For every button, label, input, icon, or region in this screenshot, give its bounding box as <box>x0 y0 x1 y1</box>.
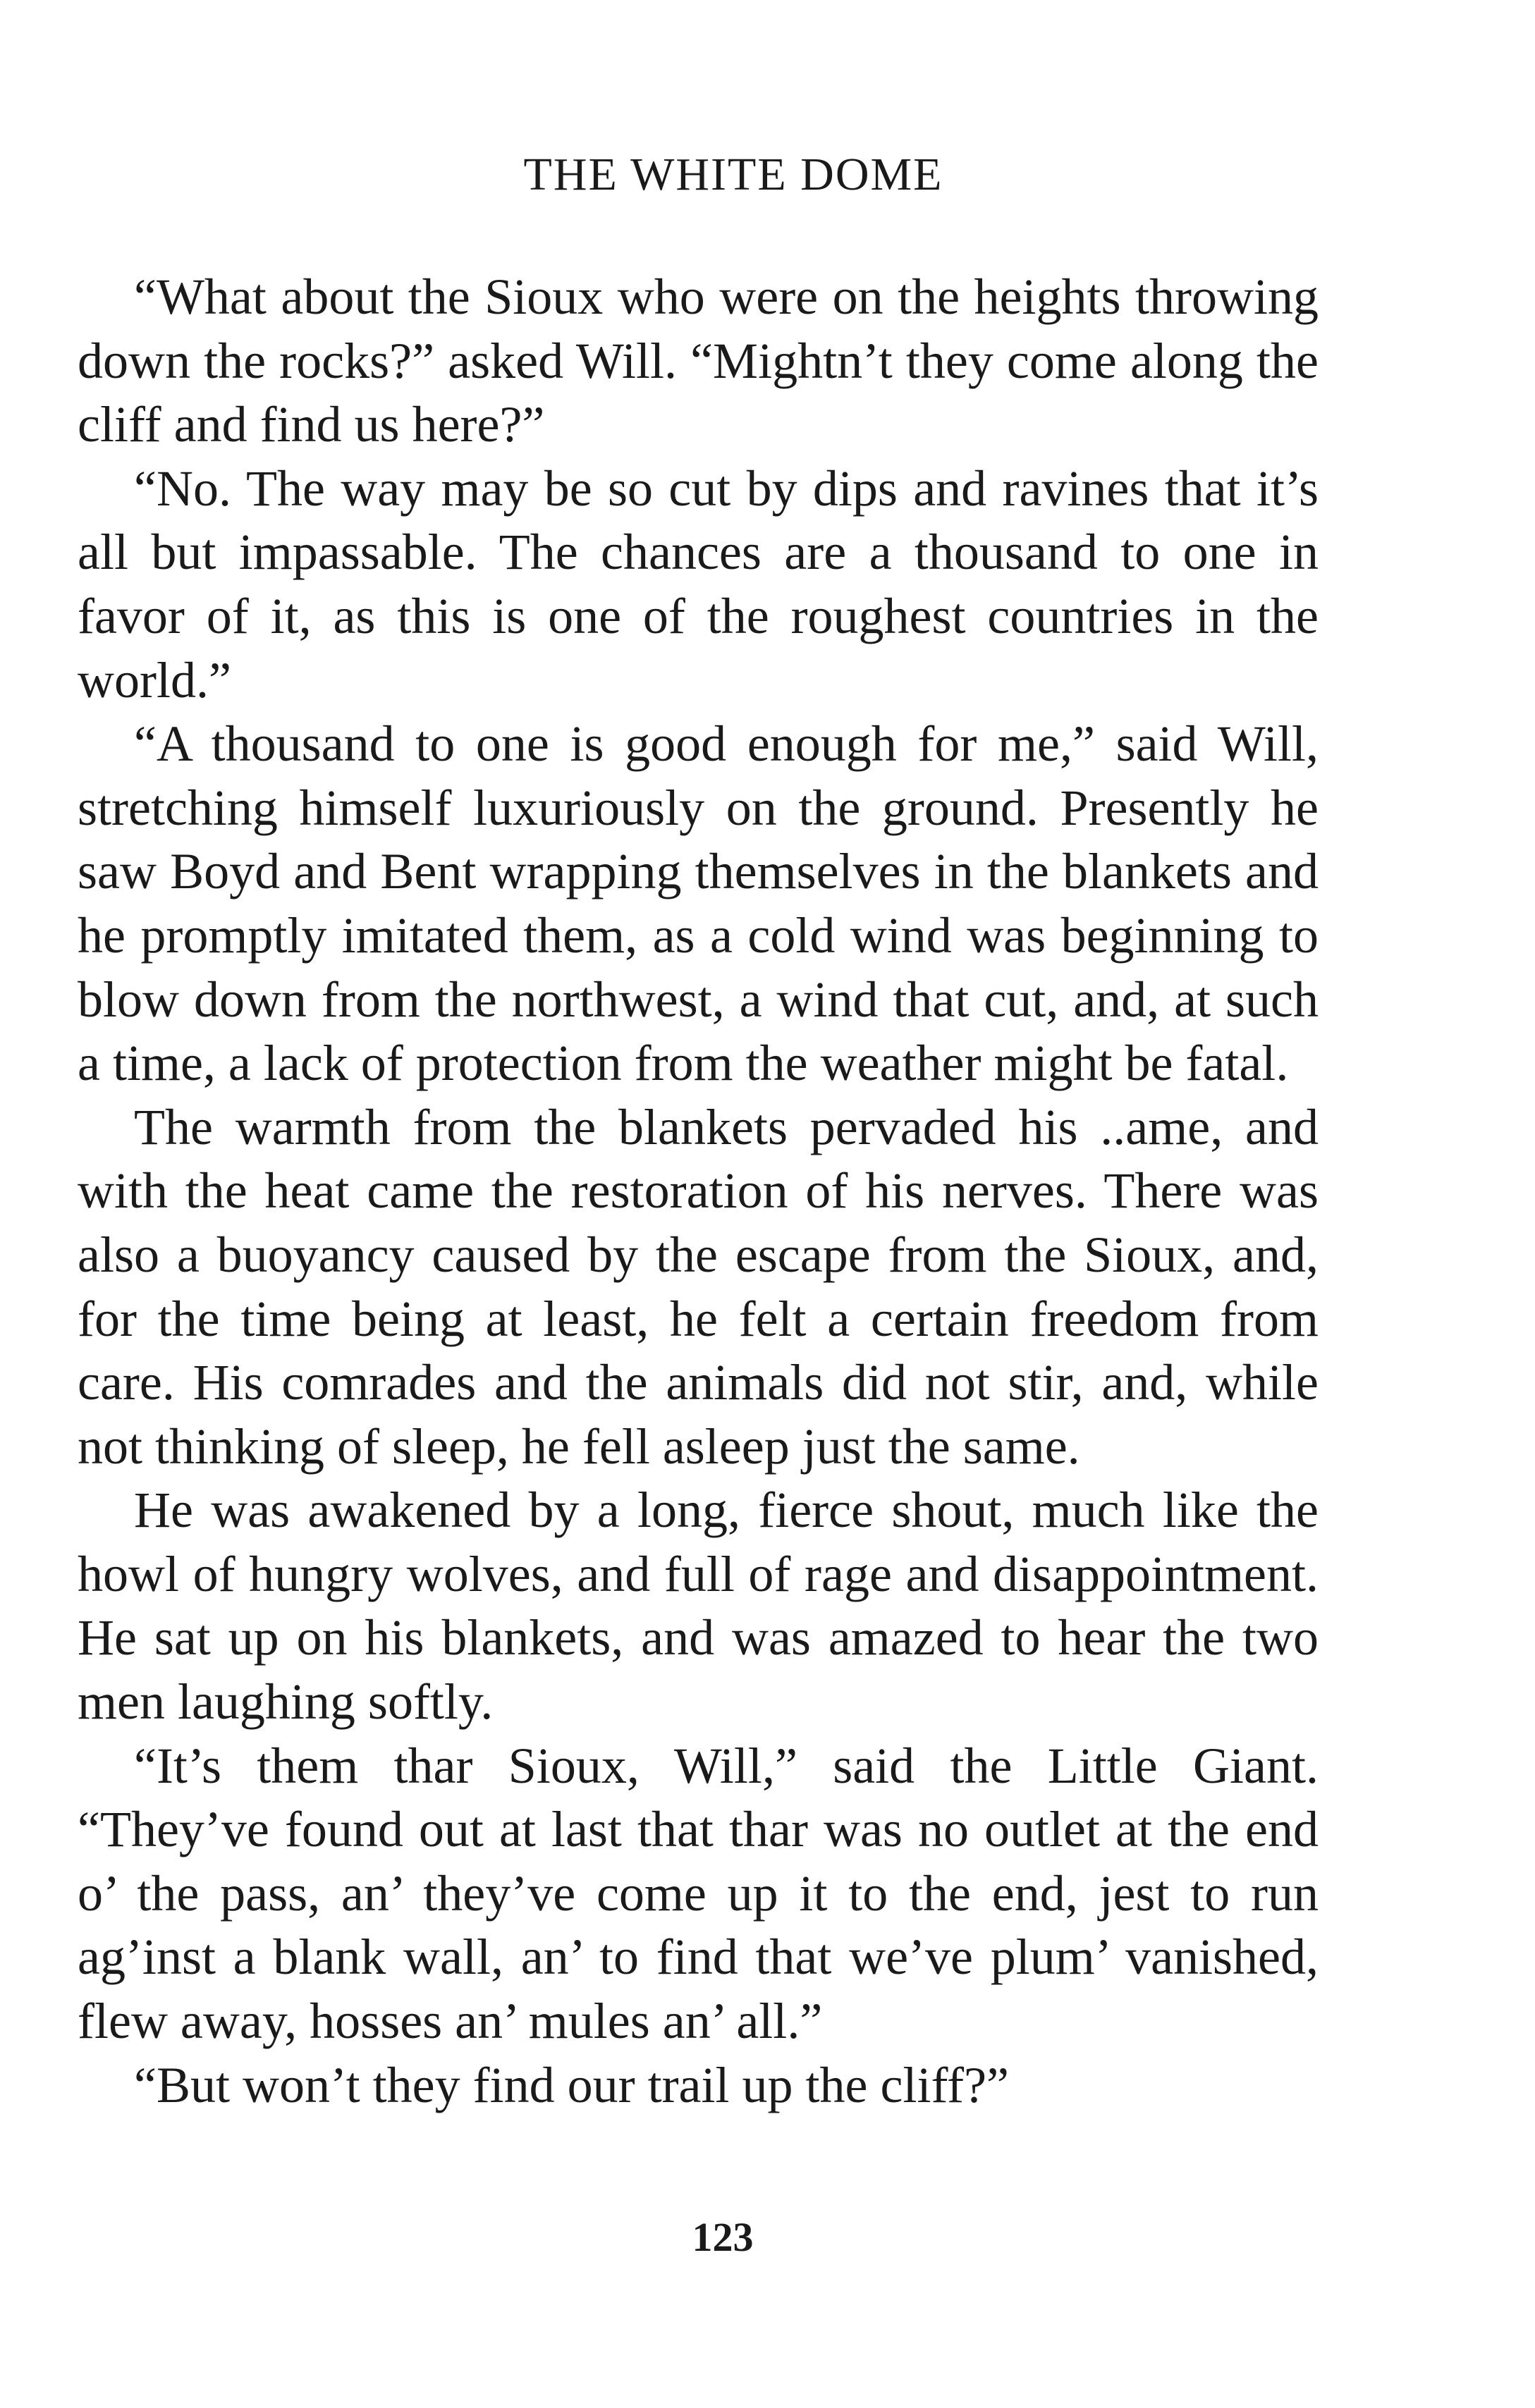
running-head: THE WHITE DOME <box>523 149 943 200</box>
body-text <box>78 265 1319 2117</box>
paragraph: “A thousand to one is good enough for me,” said Will, stretching himself luxuriously on the ground. Presently he saw Boyd and Bent wrapping themselves in the blankets and he promptly imitated them, as a cold wind was beginning to blow down from the northwest, a wind that cut, and, at such a time, a lack of protection from the weather might be fatal. <box>78 715 1319 1092</box>
paragraph: The warmth from the blankets pervaded his ..ame, and with the heat came the restoration of his nerves. There was also a buoyancy caused by the escape from the Sioux, and, for the time being at least, he felt a certain freedom from care. His comrades and the animals did not stir, and, while not thinking of sleep, he fell asleep just the same. <box>78 1098 1319 1475</box>
paragraph: “No. The way may be so cut by dips and ravines that it’s all but impassable. The chances are a thousand to one in favor of it, as this is one of the roughest countries in the world.” <box>78 460 1319 708</box>
paragraph: “It’s them thar Sioux, Will,” said the Little Giant. “They’ve found out at last that thar was no outlet at the end o’ the pass, an’ they’ve come up it to the end, jest to run ag’inst a blank wall, an’ to find that we’ve plum’ vanished, flew away, hosses an’ mules an’ all.” <box>78 1737 1319 2050</box>
page-number: 123 <box>692 2214 754 2260</box>
paragraph: “What about the Sioux who were on the heights throwing down the rocks?” asked Will. “Mightn’t they come along the cliff and find us here?” <box>78 269 1319 453</box>
paragraph: “But won’t they find our trail up the cliff?” <box>134 2056 1010 2113</box>
paragraph: He was awakened by a long, fierce shout, much like the howl of hungry wolves, and full of rage and disappointment. He sat up on his blankets, and was amazed to hear the two men laughing softly. <box>78 1482 1319 1731</box>
